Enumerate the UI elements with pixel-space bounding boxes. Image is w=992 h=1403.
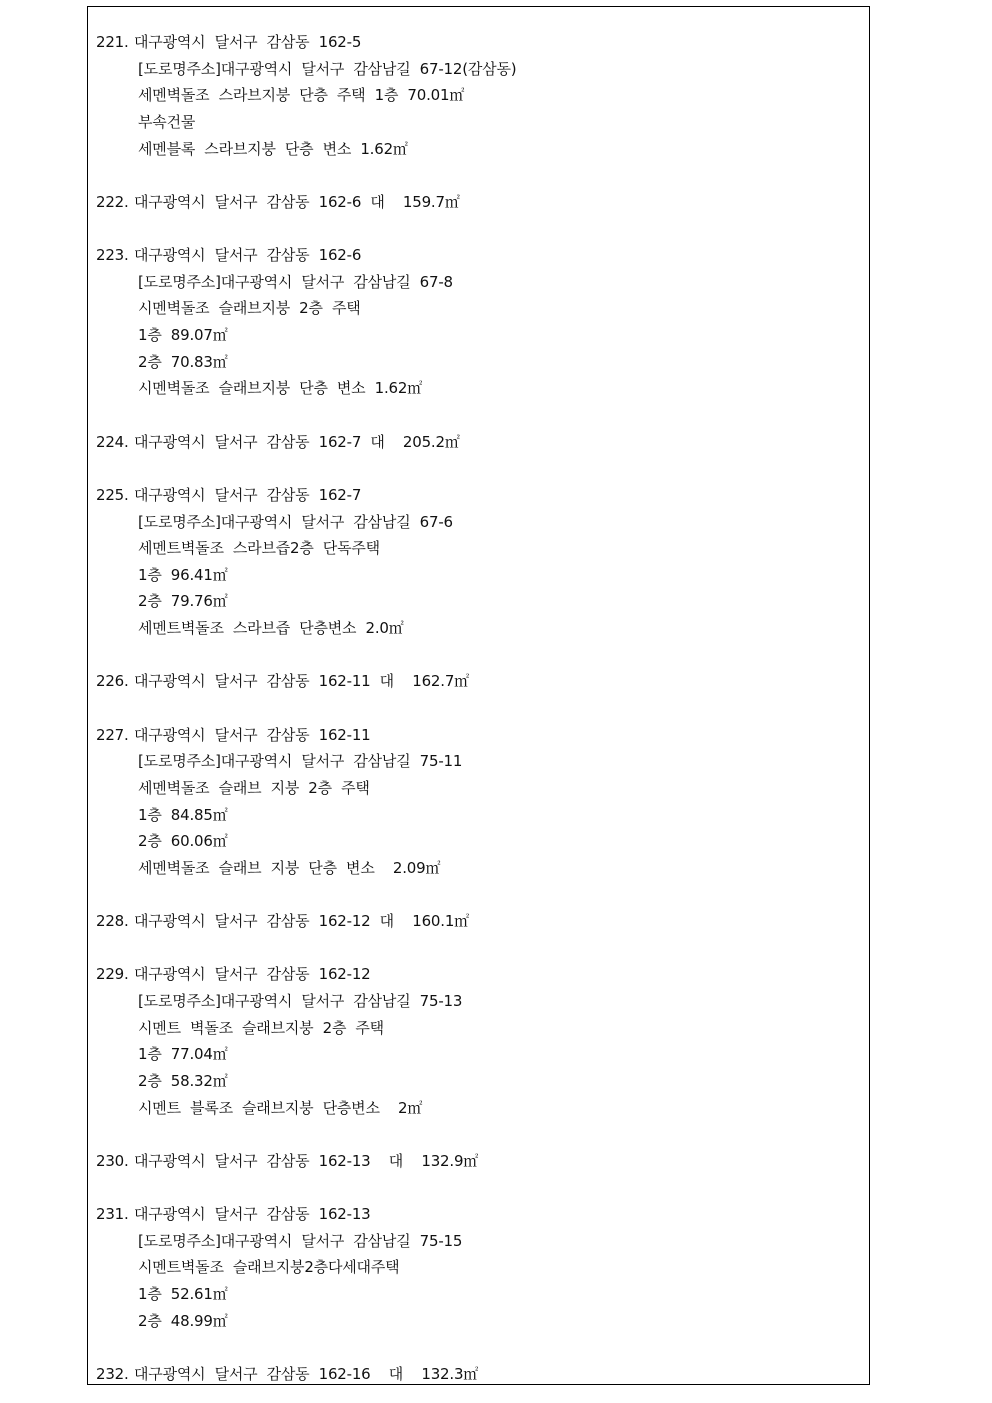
entry-detail-line <box>96 349 861 376</box>
property-entry <box>96 189 861 216</box>
entry-detail-line <box>96 1308 861 1335</box>
property-entry <box>96 668 861 695</box>
entry-text: 부속건물 <box>138 112 196 131</box>
entry-detail-line <box>96 1041 861 1068</box>
entry-text: 대구광역시 달서구 감삼동 162-6 <box>134 246 362 265</box>
entry-text: [도로명주소]대구광역시 달서구 감삼남길 67-8 <box>138 272 453 291</box>
entry-detail-line <box>96 295 861 322</box>
entry-text: 시멘트벽돌조 슬래브지붕2층다세대주택 <box>138 1258 400 1277</box>
entry-text: 세멘벽돌조 스라브지붕 단층 주택 1층 70.01㎡ <box>138 86 465 105</box>
entry-number: 221. <box>96 33 129 51</box>
entry-text: 시멘트 벽돌조 슬래브지붕 2층 주택 <box>138 1018 384 1037</box>
entry-number: 222. <box>96 192 129 211</box>
property-entry <box>96 242 861 402</box>
entry-detail-line <box>96 775 861 802</box>
entry-text: 대구광역시 달서구 감삼동 162-13 <box>134 1205 371 1224</box>
entry-text: 1층 96.41㎡ <box>138 565 228 584</box>
property-entry <box>96 482 861 642</box>
entry-number: 224. <box>96 432 129 451</box>
entry-text: 세멘트벽돌조 스라브즙 단층변소 2.0㎡ <box>138 619 404 638</box>
entry-text: 대구광역시 달서구 감삼동 162-7 대 205.2㎡ <box>134 432 460 451</box>
entry-text: 대구광역시 달서구 감삼동 162-13 대 132.9㎡ <box>134 1151 479 1170</box>
entry-text: [도로명주소]대구광역시 달서구 감삼남길 75-11 <box>138 752 463 771</box>
entry-detail-line <box>96 1068 861 1095</box>
entry-detail-line <box>96 136 861 163</box>
entry-text: [도로명주소]대구광역시 달서구 감삼남길 75-13 <box>138 992 463 1011</box>
entry-text: 1층 84.85㎡ <box>138 805 228 824</box>
entry-address-line <box>96 722 861 749</box>
entry-detail-line <box>96 1095 861 1122</box>
entry-detail-line <box>96 855 861 882</box>
entry-number: 225. <box>96 485 129 504</box>
entry-number: 223. <box>96 246 129 265</box>
entry-detail-line <box>96 988 861 1015</box>
property-list <box>96 29 861 1385</box>
entry-detail-line <box>96 535 861 562</box>
entry-address-line <box>96 1361 861 1385</box>
entry-text: 1층 77.04㎡ <box>138 1045 228 1064</box>
entry-text: 2층 79.76㎡ <box>138 592 228 611</box>
entry-detail-line <box>96 1254 861 1281</box>
entry-number: 229. <box>96 965 129 984</box>
entry-number: 230. <box>96 1151 129 1170</box>
entry-number: 228. <box>96 912 129 931</box>
entry-address-line <box>96 961 861 988</box>
entry-text: 2층 58.32㎡ <box>138 1071 228 1090</box>
property-entry <box>96 908 861 935</box>
entry-detail-line <box>96 615 861 642</box>
entry-detail-line <box>96 748 861 775</box>
document-frame <box>87 6 870 1385</box>
entry-detail-line <box>96 802 861 829</box>
property-entry <box>96 1148 861 1175</box>
property-entry <box>96 722 861 882</box>
entry-detail-line <box>96 109 861 136</box>
entry-address-line <box>96 1148 861 1175</box>
entry-text: 대구광역시 달서구 감삼동 162-6 대 159.7㎡ <box>134 192 460 211</box>
property-entry <box>96 29 861 162</box>
entry-text: 시멘벽돌조 슬래브지붕 2층 주택 <box>138 299 361 318</box>
entry-text: 세멘트벽돌조 스라브즙2층 단독주택 <box>138 539 380 558</box>
entry-text: 세멘블록 스라브지붕 단층 변소 1.62㎡ <box>138 139 408 158</box>
entry-detail-line <box>96 1015 861 1042</box>
entry-text: 2층 60.06㎡ <box>138 832 228 851</box>
entry-text: 대구광역시 달서구 감삼동 162-16 대 132.3㎡ <box>134 1365 479 1384</box>
entry-detail-line <box>96 828 861 855</box>
entry-text: 대구광역시 달서구 감삼동 162-5 <box>134 33 362 51</box>
property-entry <box>96 429 861 456</box>
entry-detail-line <box>96 1281 861 1308</box>
entry-text: 1층 89.07㎡ <box>138 326 228 345</box>
entry-number: 227. <box>96 725 129 744</box>
entry-detail-line <box>96 269 861 296</box>
entry-text: 대구광역시 달서구 감삼동 162-7 <box>134 485 362 504</box>
entry-text: 대구광역시 달서구 감삼동 162-11 <box>134 725 371 744</box>
entry-detail-line <box>96 562 861 589</box>
entry-text: 1층 52.61㎡ <box>138 1285 228 1304</box>
entry-number: 226. <box>96 672 129 691</box>
entry-text: 대구광역시 달서구 감삼동 162-12 <box>134 965 371 984</box>
entry-address-line <box>96 668 861 695</box>
entry-text: 2층 48.99㎡ <box>138 1311 228 1330</box>
entry-detail-line <box>96 1228 861 1255</box>
property-entry <box>96 1201 861 1334</box>
entry-address-line <box>96 1201 861 1228</box>
entry-address-line <box>96 242 861 269</box>
entry-text: 시멘벽돌조 슬래브지붕 단층 변소 1.62㎡ <box>138 379 423 398</box>
entry-text: 2층 70.83㎡ <box>138 352 228 371</box>
property-entry <box>96 1361 861 1385</box>
entry-detail-line <box>96 509 861 536</box>
entry-address-line <box>96 908 861 935</box>
entry-number: 232. <box>96 1365 129 1384</box>
entry-number: 231. <box>96 1205 129 1224</box>
entry-text: [도로명주소]대구광역시 달서구 감삼남길 75-15 <box>138 1231 463 1250</box>
entry-text: 세멘벽돌조 슬래브 지붕 단층 변소 2.09㎡ <box>138 858 441 877</box>
entry-text: 대구광역시 달서구 감삼동 162-11 대 162.7㎡ <box>134 672 469 691</box>
entry-text: 시멘트 블록조 슬래브지붕 단층변소 2㎡ <box>138 1098 423 1117</box>
entry-address-line <box>96 189 861 216</box>
entry-detail-line <box>96 82 861 109</box>
entry-address-line <box>96 29 861 56</box>
property-entry <box>96 961 861 1121</box>
entry-detail-line <box>96 322 861 349</box>
entry-text: [도로명주소]대구광역시 달서구 감삼남길 67-6 <box>138 512 453 531</box>
entry-text: 세멘벽돌조 슬래브 지붕 2층 주택 <box>138 778 370 797</box>
entry-detail-line <box>96 56 861 83</box>
entry-text: [도로명주소]대구광역시 달서구 감삼남길 67-12(감삼동) <box>138 59 517 78</box>
entry-detail-line <box>96 588 861 615</box>
entry-address-line <box>96 429 861 456</box>
entry-detail-line <box>96 375 861 402</box>
entry-address-line <box>96 482 861 509</box>
entry-text: 대구광역시 달서구 감삼동 162-12 대 160.1㎡ <box>134 912 469 931</box>
